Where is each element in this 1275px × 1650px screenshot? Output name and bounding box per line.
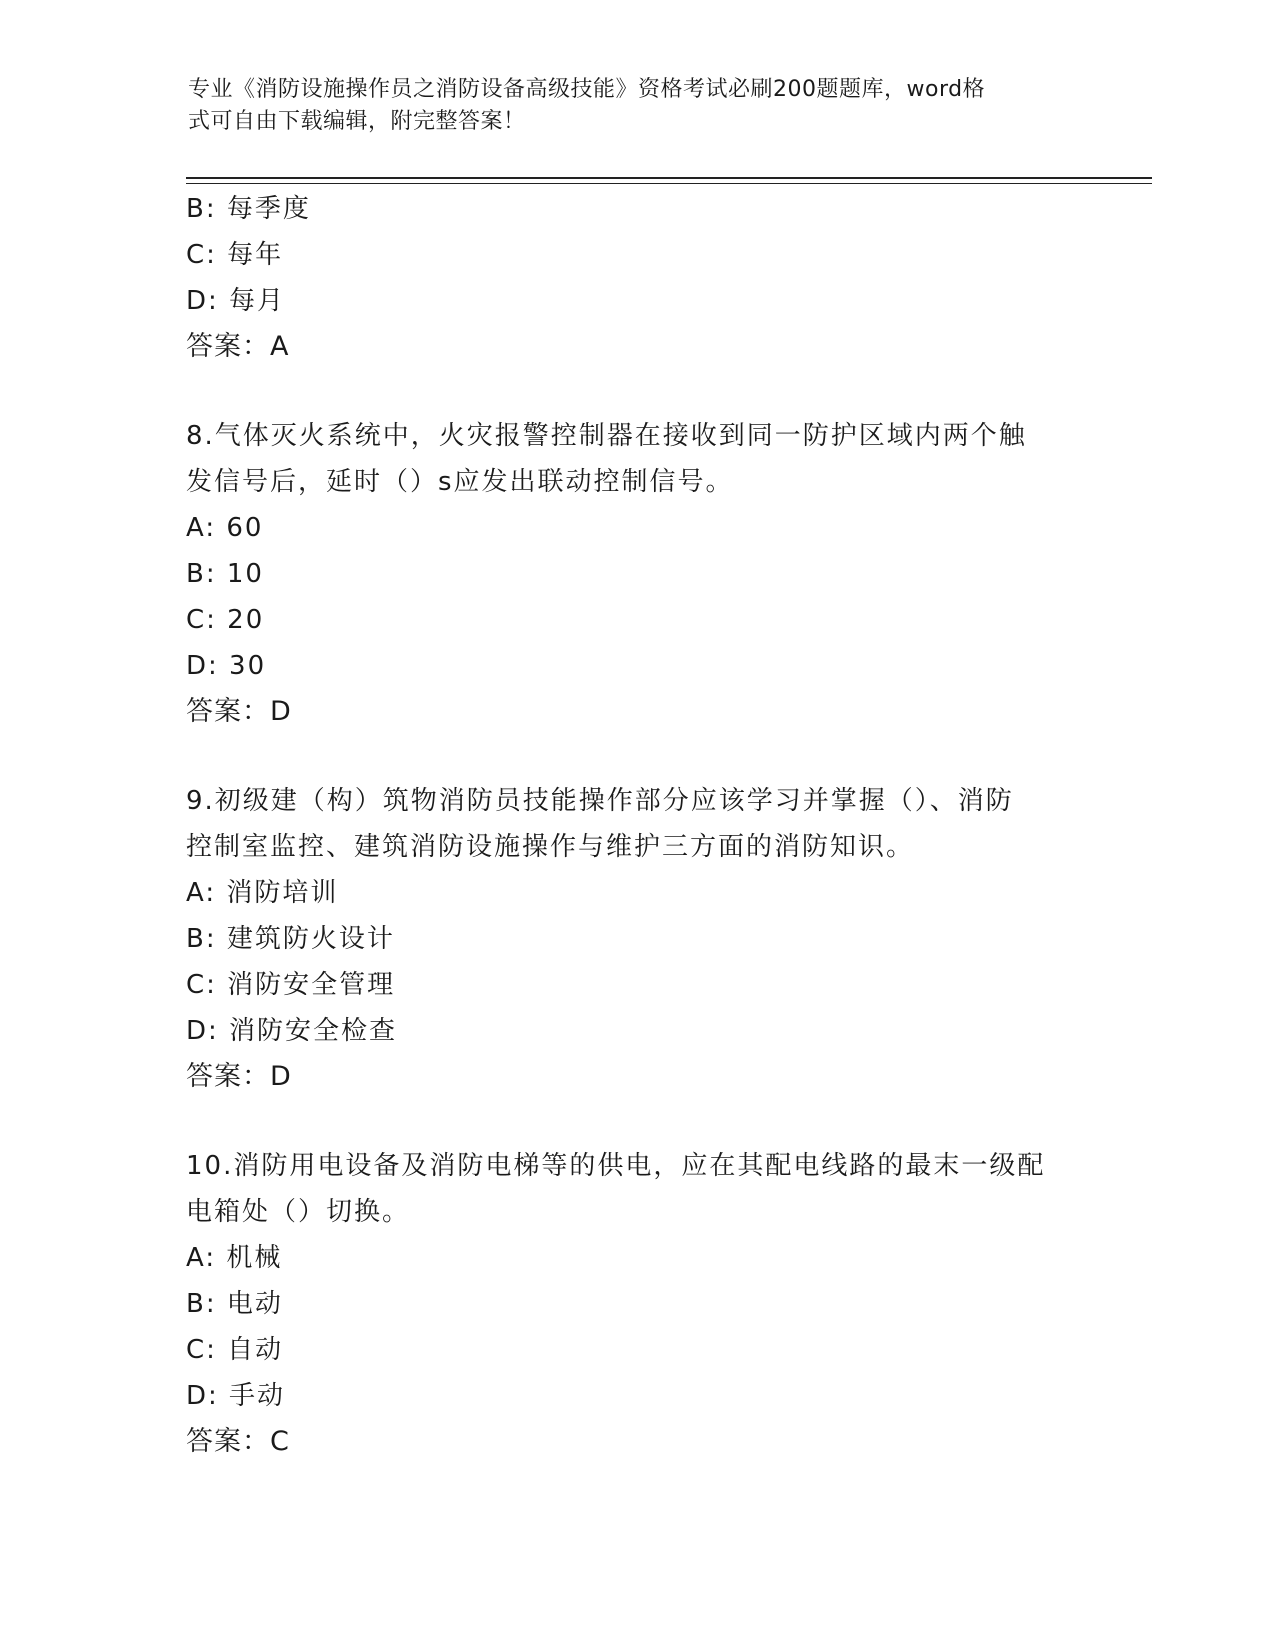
answer-line: 答案：D [186, 1061, 292, 1092]
header-divider-thick [186, 177, 1152, 179]
option-d: D: 手动 [186, 1381, 286, 1411]
option-b: B: 10 [186, 559, 264, 589]
question-text [186, 1143, 1066, 1235]
option-b: B: 电动 [186, 1289, 283, 1319]
option-b: B: 建筑防火设计 [186, 924, 395, 954]
option-d: D: 30 [186, 651, 267, 681]
header-divider-thin [186, 183, 1152, 184]
question-text-line-2: 电箱处（）切换。 [186, 1197, 411, 1227]
question-text-line-2: 发信号后，延时（）s应发出联动控制信号。 [186, 467, 734, 497]
answer-line: 答案：D [186, 696, 292, 727]
option-b: B: 每季度 [186, 194, 311, 224]
option-c: C: 消防安全管理 [186, 970, 396, 1000]
option-a: A: 60 [186, 513, 264, 543]
option-a: A: 机械 [186, 1243, 283, 1273]
option-c: C: 自动 [186, 1335, 284, 1365]
option-a: A: 消防培训 [186, 878, 339, 908]
question-text [186, 778, 1066, 870]
prev-question-tail [186, 186, 1086, 370]
question-list [186, 186, 1086, 1465]
question-9 [186, 778, 1086, 1100]
question-text-line-1: 8.气体灭火系统中，火灾报警控制器在接收到同一防护区域内两个触 [186, 421, 1027, 451]
option-d: D: 每月 [186, 286, 286, 316]
question-text [186, 413, 1066, 505]
option-c: C: 每年 [186, 240, 284, 270]
document-header [188, 74, 1068, 138]
question-text-line-1: 10.消防用电设备及消防电梯等的供电，应在其配电线路的最末一级配 [186, 1151, 1046, 1181]
option-c: C: 20 [186, 605, 265, 635]
header-line-1: 专业《消防设施操作员之消防设备高级技能》资格考试必刷200题题库，word格 [188, 77, 986, 102]
header-line-2: 式可自由下载编辑，附完整答案！ [188, 109, 526, 134]
answer-line: 答案：C [186, 1426, 290, 1457]
answer-line: 答案：A [186, 331, 290, 362]
question-text-line-2: 控制室监控、建筑消防设施操作与维护三方面的消防知识。 [186, 832, 915, 862]
question-8 [186, 413, 1086, 735]
question-text-line-1: 9.初级建（构）筑物消防员技能操作部分应该学习并掌握（）、消防 [186, 786, 1014, 816]
question-10 [186, 1143, 1086, 1465]
option-d: D: 消防安全检查 [186, 1016, 398, 1046]
